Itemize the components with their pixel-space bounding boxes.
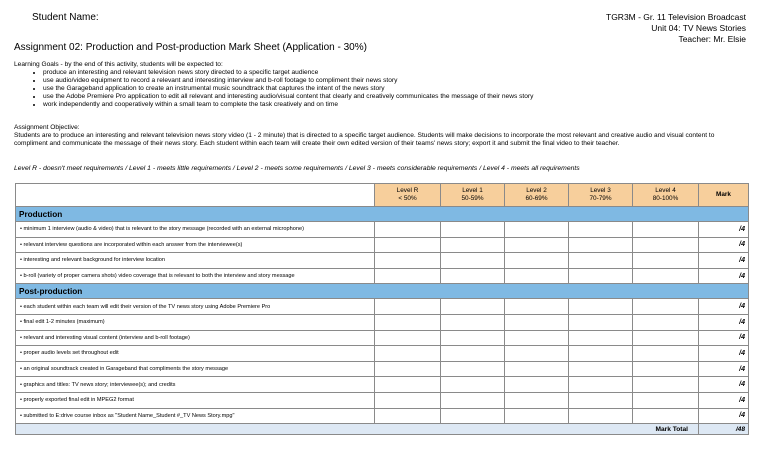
table-row — [16, 314, 749, 330]
level-r-cell[interactable] — [375, 222, 441, 238]
level-2-cell[interactable] — [505, 299, 569, 315]
level-2-cell[interactable] — [505, 330, 569, 346]
level-2-cell[interactable] — [505, 237, 569, 253]
criterion-cell: • relevant and interesting visual content (interview and b-roll footage) — [16, 330, 375, 346]
level-1-cell[interactable] — [441, 330, 505, 346]
level-4-cell[interactable] — [633, 408, 699, 424]
level-2-cell[interactable] — [505, 314, 569, 330]
level-4-cell[interactable] — [633, 346, 699, 362]
course-info — [446, 12, 746, 45]
assignment-objective — [14, 124, 748, 148]
objective-text: Students are to produce an interesting and relevant television news story video (1 - 2 minute) that is directed to a specific target audience. Students will make decisions to incorporate the most relevant and creative audio and visual content to compliment and communicate the message of their news story. Each student within each team will create their own edited version of their teams' news story; export it and submit the final video to their teacher. — [14, 132, 715, 147]
level-r-cell[interactable] — [375, 346, 441, 362]
total-row — [16, 424, 749, 435]
level-1-cell[interactable] — [441, 268, 505, 284]
level-3-cell[interactable] — [569, 346, 633, 362]
table-row — [16, 253, 749, 269]
level-1-cell[interactable] — [441, 346, 505, 362]
mark-cell[interactable]: /4 — [699, 299, 749, 315]
level-1-cell[interactable] — [441, 237, 505, 253]
criteria-header — [16, 184, 375, 207]
level-4-cell[interactable] — [633, 253, 699, 269]
level-1-cell[interactable] — [441, 408, 505, 424]
section-title: Production — [16, 207, 749, 222]
criterion-cell: • final edit 1-2 minutes (maximum) — [16, 314, 375, 330]
learning-goals — [14, 61, 754, 109]
mark-cell[interactable]: /4 — [699, 377, 749, 393]
mark-cell[interactable]: /4 — [699, 408, 749, 424]
criterion-cell: • proper audio levels set throughout edit — [16, 346, 375, 362]
level-2-cell[interactable] — [505, 392, 569, 408]
level-2-cell[interactable] — [505, 222, 569, 238]
level-4-cell[interactable] — [633, 268, 699, 284]
level-2-cell[interactable] — [505, 268, 569, 284]
table-row — [16, 377, 749, 393]
level-4-cell[interactable] — [633, 222, 699, 238]
level-3-cell[interactable] — [569, 268, 633, 284]
mark-cell[interactable]: /4 — [699, 268, 749, 284]
mark-sheet-table — [15, 183, 749, 435]
table-row — [16, 346, 749, 362]
level-1-cell[interactable] — [441, 253, 505, 269]
level-4-cell[interactable] — [633, 392, 699, 408]
section-title: Post-production — [16, 284, 749, 299]
table-row — [16, 222, 749, 238]
objective-heading: Assignment Objective: — [14, 124, 80, 131]
level-3-cell[interactable] — [569, 330, 633, 346]
learning-goal-item: • produce an interesting and relevant television news story directed to a specific target audience — [43, 69, 754, 77]
learning-goals-list — [14, 69, 754, 109]
mark-cell[interactable]: /4 — [699, 237, 749, 253]
learning-goal-item: • work independently and cooperatively within a small team to complete the task creatively and on time — [43, 101, 754, 109]
table-row — [16, 299, 749, 315]
level-r-cell[interactable] — [375, 330, 441, 346]
level-4-header: Level 4 80-100% — [633, 184, 699, 207]
level-r-cell[interactable] — [375, 253, 441, 269]
table-row — [16, 268, 749, 284]
mark-cell[interactable]: /4 — [699, 392, 749, 408]
section-header-row — [16, 207, 749, 222]
level-4-cell[interactable] — [633, 361, 699, 377]
criterion-cell: • interesting and relevant background for interview location — [16, 253, 375, 269]
level-r-cell[interactable] — [375, 299, 441, 315]
mark-cell[interactable]: /4 — [699, 314, 749, 330]
level-1-cell[interactable] — [441, 222, 505, 238]
level-4-cell[interactable] — [633, 237, 699, 253]
level-1-header: Level 1 50-59% — [441, 184, 505, 207]
level-1-cell[interactable] — [441, 377, 505, 393]
level-3-cell[interactable] — [569, 408, 633, 424]
level-1-cell[interactable] — [441, 314, 505, 330]
level-2-cell[interactable] — [505, 408, 569, 424]
level-3-header: Level 3 70-79% — [569, 184, 633, 207]
section-header-row — [16, 284, 749, 299]
level-r-cell[interactable] — [375, 314, 441, 330]
mark-cell[interactable]: /4 — [699, 222, 749, 238]
table-row — [16, 361, 749, 377]
course-code: TGR3M - Gr. 11 Television Broadcast — [606, 12, 746, 22]
level-3-cell[interactable] — [569, 314, 633, 330]
teacher-name: Teacher: Mr. Elsie — [678, 34, 746, 44]
level-2-cell[interactable] — [505, 361, 569, 377]
mark-cell[interactable]: /4 — [699, 330, 749, 346]
criterion-cell: • minimum 1 interview (audio & video) that is relevant to the story message (recorded with an external microphone) — [16, 222, 375, 238]
level-2-cell[interactable] — [505, 253, 569, 269]
level-r-cell[interactable] — [375, 237, 441, 253]
criterion-cell: • b-roll (variety of proper camera shots) video coverage that is relevant to both the interview and story message — [16, 268, 375, 284]
level-3-cell[interactable] — [569, 392, 633, 408]
mark-cell[interactable]: /4 — [699, 346, 749, 362]
level-4-cell[interactable] — [633, 314, 699, 330]
level-2-cell[interactable] — [505, 346, 569, 362]
level-3-cell[interactable] — [569, 237, 633, 253]
mark-header: Mark — [699, 184, 749, 207]
mark-cell[interactable]: /4 — [699, 361, 749, 377]
level-4-cell[interactable] — [633, 377, 699, 393]
levels-legend: Level R - doesn't meet requirements / Level 1 - meets little requirements / Level 2 - meets some requirements / Level 3 - meets considerable requirements / Level 4 - meets all requirements — [14, 165, 580, 172]
criterion-cell: • properly exported final edit in MPEG2 format — [16, 392, 375, 408]
learning-goal-item: • use the Adobe Premiere Pro application to edit all relevant and interesting audio/visual content that clearly and creatively communicates the message of their news story — [43, 93, 754, 101]
table-header-row — [16, 184, 749, 207]
level-2-header: Level 2 60-69% — [505, 184, 569, 207]
level-4-cell[interactable] — [633, 330, 699, 346]
table-row — [16, 237, 749, 253]
level-1-cell[interactable] — [441, 392, 505, 408]
mark-cell[interactable]: /4 — [699, 253, 749, 269]
level-r-cell[interactable] — [375, 392, 441, 408]
level-2-cell[interactable] — [505, 377, 569, 393]
level-r-header: Level R < 50% — [375, 184, 441, 207]
criterion-cell: • relevant interview questions are incorporated within each answer from the interviewee(s) — [16, 237, 375, 253]
level-r-cell[interactable] — [375, 361, 441, 377]
criterion-cell: • submitted to E:drive course inbox as "Student Name_Student #_TV News Story.mpg" — [16, 408, 375, 424]
criterion-cell: • an original soundtrack created in Garageband that compliments the story message — [16, 361, 375, 377]
unit-title: Unit 04: TV News Stories — [651, 23, 746, 33]
level-r-cell[interactable] — [375, 268, 441, 284]
student-name-label: Student Name: — [32, 12, 99, 23]
level-3-cell[interactable] — [569, 377, 633, 393]
criterion-cell: • graphics and titles: TV news story; interviewee(s); and credits — [16, 377, 375, 393]
level-3-cell[interactable] — [569, 222, 633, 238]
level-r-cell[interactable] — [375, 408, 441, 424]
level-1-cell[interactable] — [441, 299, 505, 315]
level-r-cell[interactable] — [375, 377, 441, 393]
table-row — [16, 408, 749, 424]
learning-goals-intro: Learning Goals - by the end of this activity, students will be expected to: — [14, 61, 223, 68]
total-value[interactable]: /48 — [699, 424, 749, 435]
learning-goal-item: • use audio/video equipment to record a relevant and interesting interview and b-roll footage to compliment their news story — [43, 77, 754, 85]
table-row — [16, 392, 749, 408]
level-3-cell[interactable] — [569, 361, 633, 377]
total-label: Mark Total — [16, 424, 699, 435]
criterion-cell: • each student within each team will edit their version of the TV news story using Adobe Premiere Pro — [16, 299, 375, 315]
level-3-cell[interactable] — [569, 253, 633, 269]
level-3-cell[interactable] — [569, 299, 633, 315]
learning-goal-item: • use the Garageband application to create an instrumental music soundtrack that captures the intent of the news story — [43, 85, 754, 93]
table-row — [16, 330, 749, 346]
level-4-cell[interactable] — [633, 299, 699, 315]
level-1-cell[interactable] — [441, 361, 505, 377]
page-title: Assignment 02: Production and Post-production Mark Sheet (Application - 30%) — [14, 42, 367, 53]
